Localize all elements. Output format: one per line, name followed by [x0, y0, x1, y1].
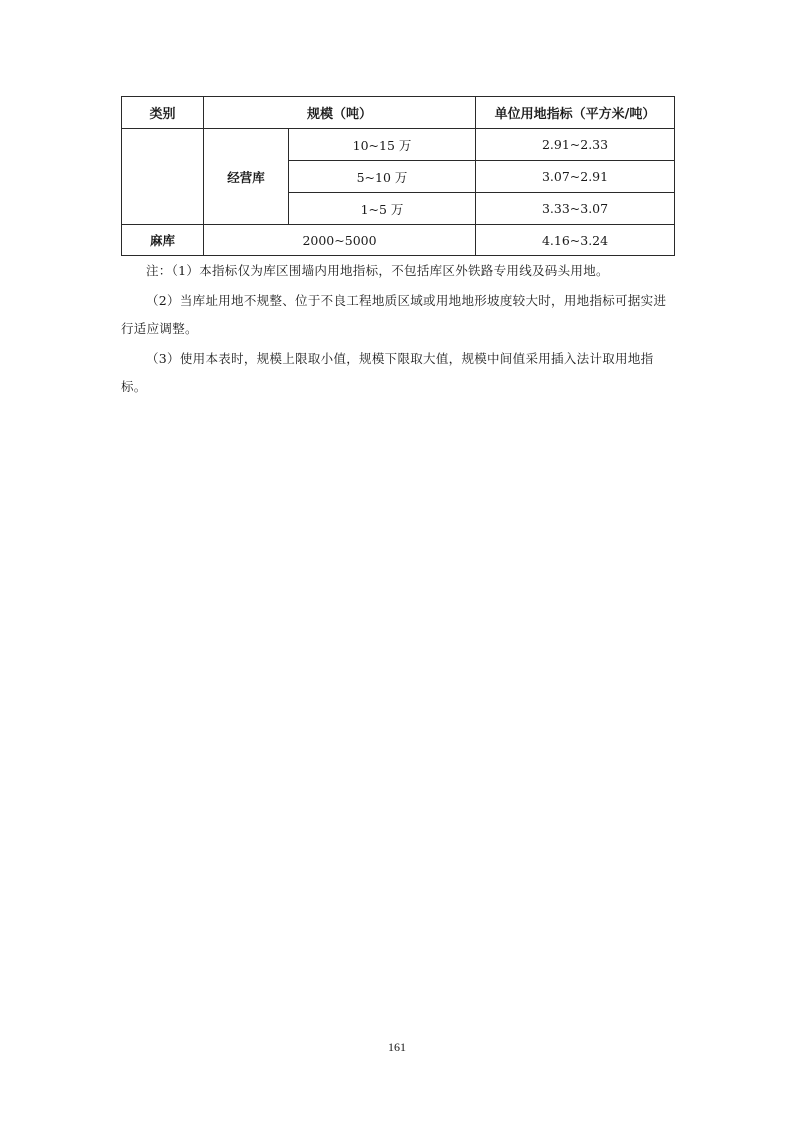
header-land-index: 单位用地指标（平方米/吨） [476, 97, 675, 129]
page-number: 161 [388, 1040, 406, 1054]
index-cell: 2.91~2.33 [476, 129, 675, 161]
scale-cell: 1~5 万 [289, 193, 476, 225]
note-2: （2）当库址用地不规整、位于不良工程地质区域或用地地形坡度较大时，用地指标可据实进行适应调整。 [121, 293, 667, 336]
header-category: 类别 [122, 97, 204, 129]
note-1: 注：（1）本指标仅为库区围墙内用地指标，不包括库区外铁路专用线及码头用地。 [146, 263, 609, 278]
scale-cell: 10~15 万 [289, 129, 476, 161]
table-notes [121, 257, 674, 401]
index-cell: 3.33~3.07 [476, 193, 675, 225]
table-row [122, 129, 675, 161]
category-cell: 麻库 [122, 225, 204, 256]
table-header-row [122, 97, 675, 129]
table-row [122, 225, 675, 256]
category-cell-empty [122, 129, 204, 225]
group-label: 经营库 [204, 129, 289, 225]
land-use-index-table [121, 96, 675, 256]
scale-cell: 5~10 万 [289, 161, 476, 193]
scale-cell: 2000~5000 [204, 225, 476, 256]
note-3: （3）使用本表时，规模上限取小值，规模下限取大值，规模中间值采用插入法计取用地指标。 [121, 351, 654, 394]
index-cell: 4.16~3.24 [476, 225, 675, 256]
index-cell: 3.07~2.91 [476, 161, 675, 193]
header-scale: 规模（吨） [204, 97, 476, 129]
